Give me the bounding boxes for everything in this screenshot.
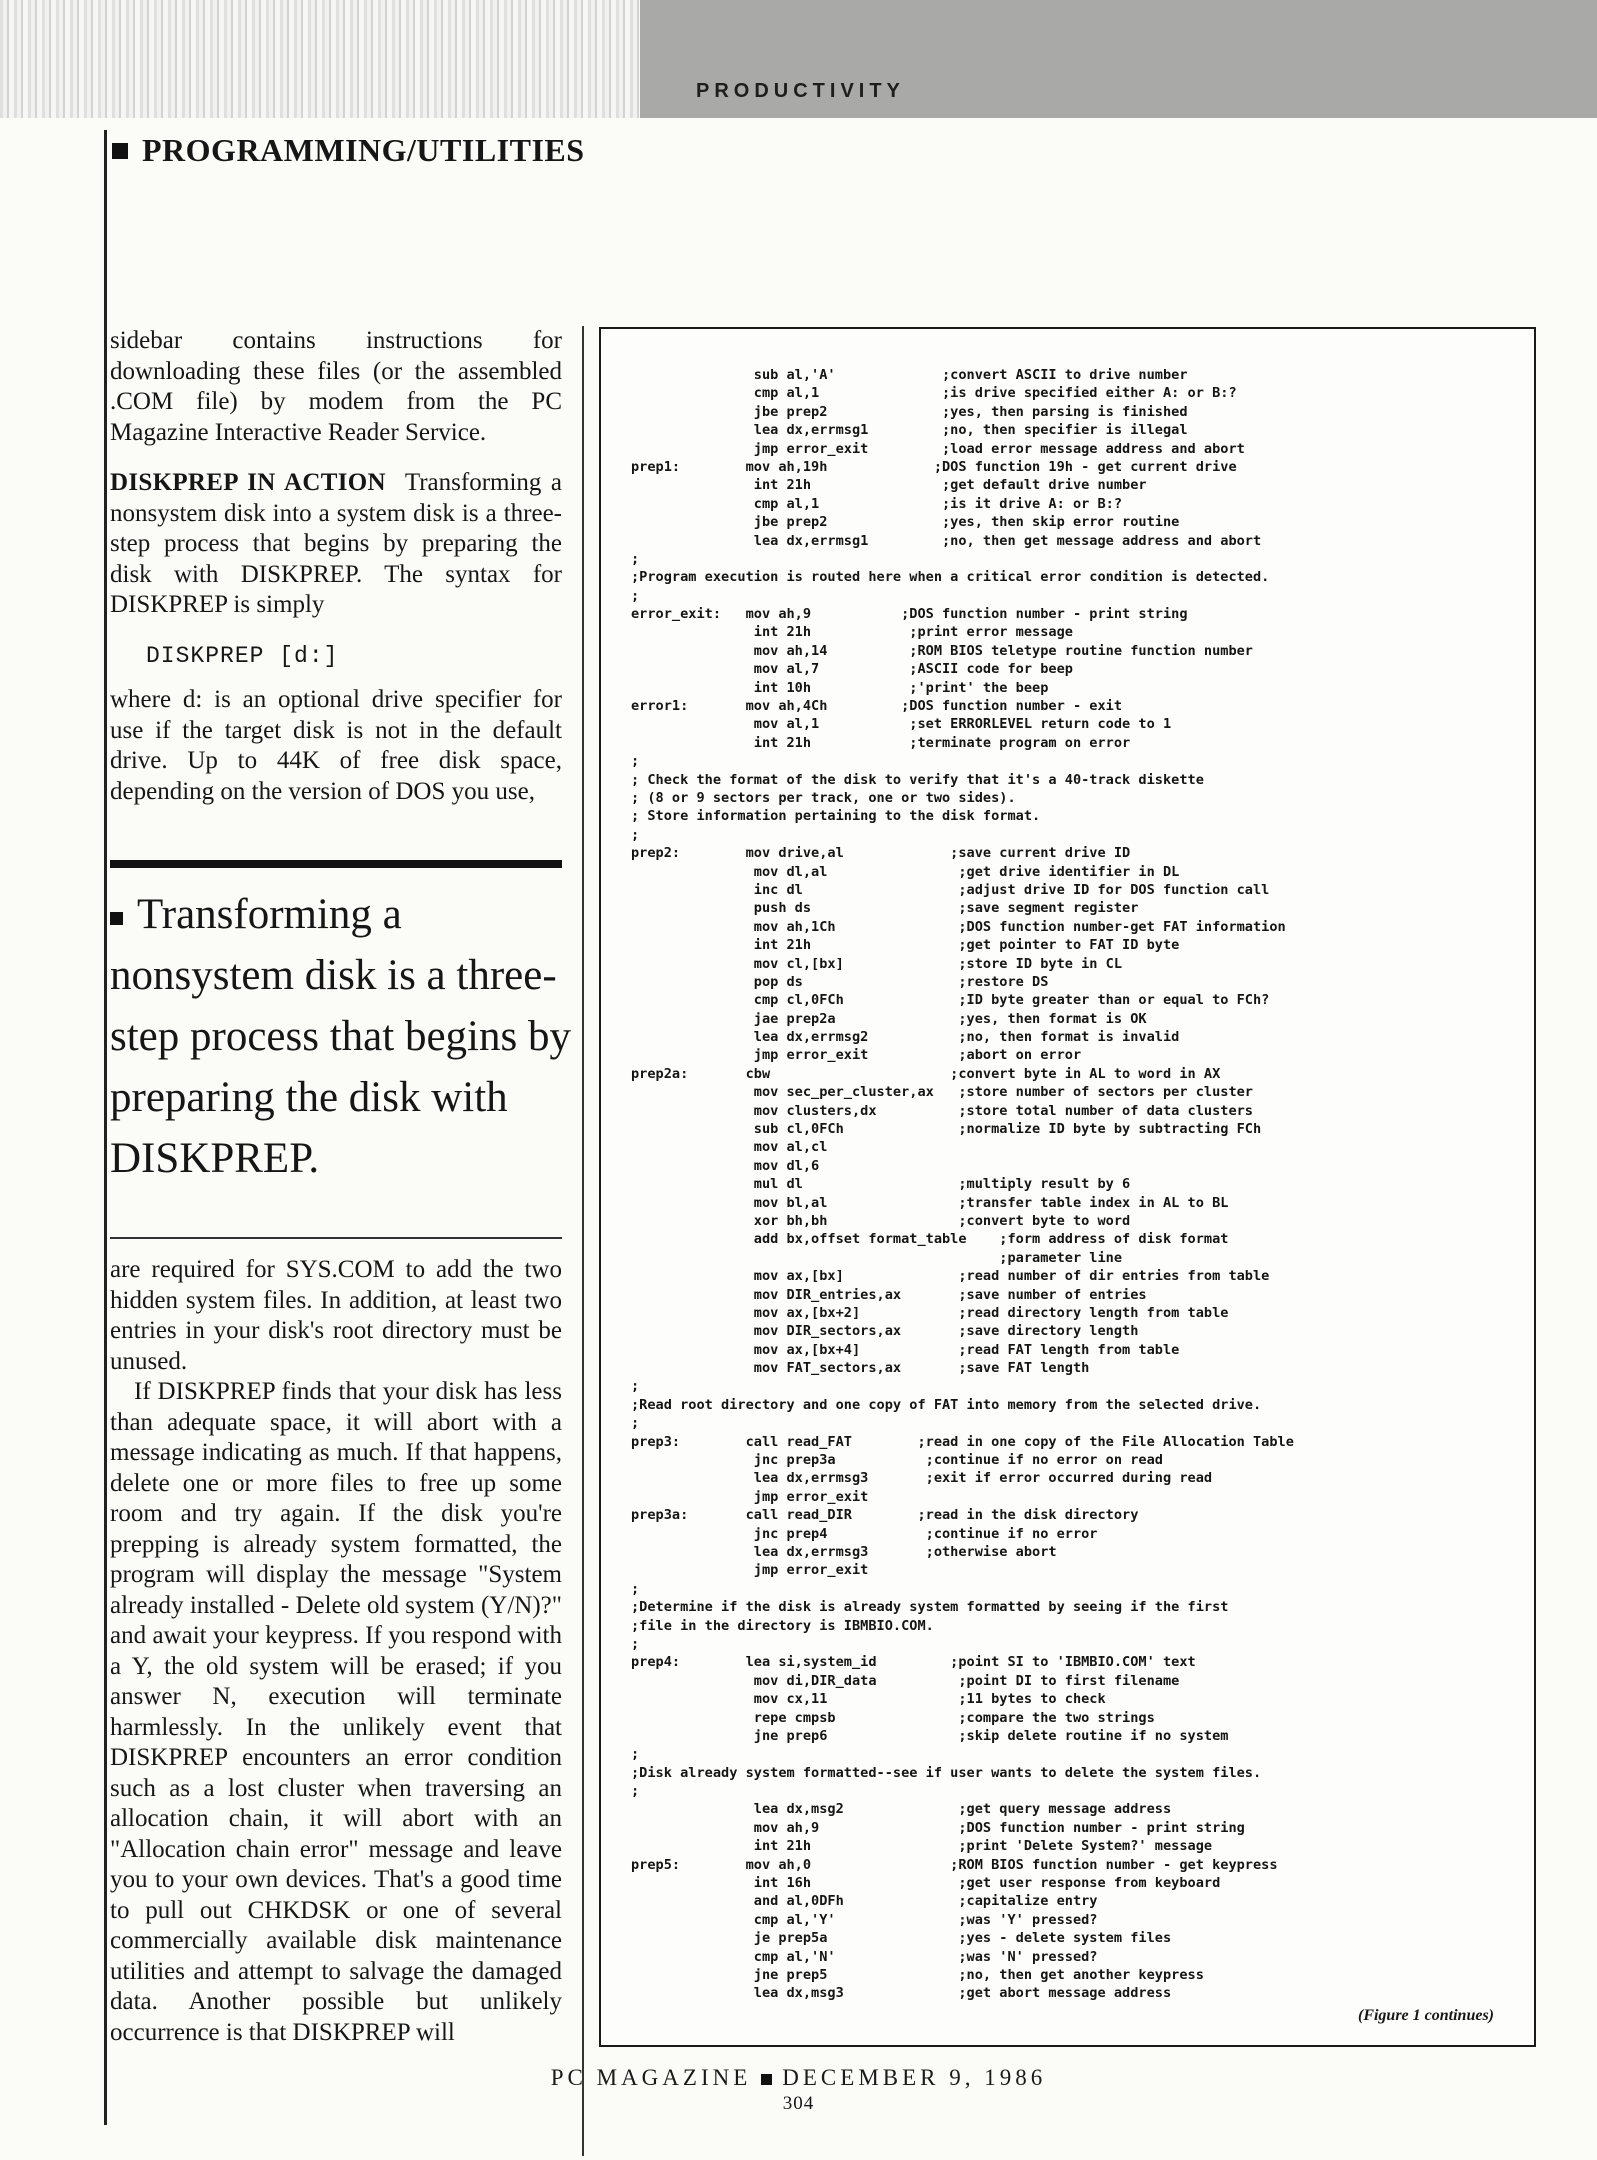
code-line: prep1: mov ah,19h ;DOS function 19h - get current drive bbox=[631, 458, 1237, 475]
code-line: mov dl,6 bbox=[631, 1157, 820, 1174]
code-line: lea dx,msg2 ;get query message address bbox=[631, 1801, 1172, 1818]
code-line: ; Store information pertaining to the disk format. bbox=[631, 808, 1041, 825]
code-line: ; bbox=[631, 753, 640, 770]
code-line: mov DIR_sectors,ax ;save directory length bbox=[631, 1323, 1139, 1340]
code-line: jmp error_exit bbox=[631, 1562, 869, 1579]
code-line: jbe prep2 ;yes, then skip error routine bbox=[631, 514, 1180, 531]
paragraph: are required for SYS.COM to add the two hidden system files. In addition, at least two entries in your disk's root directory must be unused. bbox=[110, 1256, 562, 1375]
column-divider bbox=[582, 326, 584, 2156]
code-line: mov al,1 ;set ERRORLEVEL return code to 1 bbox=[631, 716, 1172, 733]
code-line: ; Check the format of the disk to verify that it's a 40-track diskette bbox=[631, 771, 1204, 788]
code-line: ; bbox=[631, 826, 640, 843]
pull-quote-top-rule bbox=[110, 860, 562, 868]
code-line: repe cmpsb ;compare the two strings bbox=[631, 1709, 1155, 1726]
code-line: ;Program execution is routed here when a critical error condition is detected. bbox=[631, 569, 1270, 586]
code-line: mov al,cl bbox=[631, 1139, 828, 1156]
code-line: mov ax,[bx+2] ;read directory length from table bbox=[631, 1304, 1229, 1321]
issue-date: DECEMBER 9, 1986 bbox=[782, 2065, 1047, 2090]
code-line: ; bbox=[631, 1746, 640, 1763]
bullet-square-icon bbox=[761, 2074, 772, 2085]
code-line: jmp error_exit ;load error message address and abort bbox=[631, 440, 1245, 457]
paragraph-text: Transforming a nonsystem disk into a system disk is a three-step process that begins by preparing the disk with DISKPREP. The syntax for DISKPREP is simply bbox=[110, 469, 563, 618]
code-line: cmp cl,0FCh ;ID byte greater than or equal to FCh? bbox=[631, 992, 1270, 1009]
code-line: jnc prep4 ;continue if no error bbox=[631, 1525, 1098, 1542]
code-line: mov ax,[bx] ;read number of dir entries from table bbox=[631, 1268, 1270, 1285]
category-heading bbox=[112, 132, 585, 169]
code-line: prep2a: cbw ;convert byte in AL to word in AX bbox=[631, 1065, 1221, 1082]
code-line: int 21h ;terminate program on error bbox=[631, 734, 1131, 751]
code-line: jbe prep2 ;yes, then parsing is finished bbox=[631, 403, 1188, 420]
category-title: PROGRAMMING/UTILITIES bbox=[142, 132, 585, 168]
article-column-bottom bbox=[110, 1255, 562, 2048]
code-line: int 16h ;get user response from keyboard bbox=[631, 1875, 1221, 1892]
code-line: prep3a: call read_DIR ;read in the disk directory bbox=[631, 1507, 1139, 1524]
code-line: add bx,offset format_table ;form address of disk format bbox=[631, 1231, 1229, 1248]
page-footer bbox=[0, 2065, 1597, 2091]
code-line: ;Determine if the disk is already system formatted by seeing if the first bbox=[631, 1599, 1229, 1616]
pull-quote-text: Transforming a nonsystem disk is a three-step process that begins by preparing the disk with DISKPREP. bbox=[110, 891, 571, 1182]
bullet-square-icon bbox=[112, 143, 128, 159]
code-line: lea dx,errmsg2 ;no, then format is invalid bbox=[631, 1029, 1180, 1046]
code-line: error1: mov ah,4Ch ;DOS function number - exit bbox=[631, 698, 1123, 715]
code-line: ; bbox=[631, 1783, 640, 1800]
code-line: ;parameter line bbox=[631, 1249, 1123, 1266]
code-line: ; bbox=[631, 1378, 640, 1395]
code-line: lea dx,errmsg3 ;otherwise abort bbox=[631, 1544, 1057, 1560]
code-line: xor bh,bh ;convert byte to word bbox=[631, 1212, 1131, 1229]
code-line: prep3: call read_FAT ;read in one copy of the File Allocation Table bbox=[631, 1433, 1294, 1450]
assembly-code bbox=[631, 366, 1294, 2003]
code-line: prep5: mov ah,0 ;ROM BIOS function number - get keypress bbox=[631, 1856, 1278, 1873]
code-line: ;Read root directory and one copy of FAT into memory from the selected drive. bbox=[631, 1396, 1262, 1413]
code-line: mov ax,[bx+4] ;read FAT length from table bbox=[631, 1341, 1180, 1358]
article-column-top bbox=[110, 326, 562, 827]
run-in-heading: DISKPREP IN ACTION bbox=[110, 469, 386, 496]
paragraph: sidebar contains instructions for downloading these files (or the assembled .COM file) by modem from the PC Magazine Interactive Reader Service. bbox=[110, 327, 562, 446]
code-line: mov sec_per_cluster,ax ;store number of sectors per cluster bbox=[631, 1084, 1253, 1101]
code-line: and al,0DFh ;capitalize entry bbox=[631, 1893, 1098, 1910]
code-line: mov cl,[bx] ;store ID byte in CL bbox=[631, 955, 1123, 972]
code-line: jnc prep3a ;continue if no error on read bbox=[631, 1452, 1163, 1469]
code-line: sub al,'A' ;convert ASCII to drive number bbox=[631, 367, 1188, 383]
paragraph: If DISKPREP finds that your disk has less than adequate space, it will abort with a message indicating as much. If that happens, delete one or more files to free up some room and try again. If the disk you're prepping is already system formatted, the program will display the message "System already installed - Delete old system (Y/N)?" and await your keypress. If you respond with a Y, the old system will be erased; if you answer N, execution will terminate harmlessly. In the unlikely event that DISKPREP encounters an error condition such as a lost cluster when traversing an allocation chain, it will abort with an "Allocation chain error" message and leave you to your own devices. That's a good time to pull out CHKDSK or one of several commercially available disk maintenance utilities and attempt to salvage the damaged data. Another possible but unlikely occurrence is that DISKPREP will bbox=[110, 1378, 562, 2046]
code-line: ; bbox=[631, 1635, 640, 1652]
code-line: mov ah,9 ;DOS function number - print string bbox=[631, 1819, 1245, 1836]
code-line: mov bl,al ;transfer table index in AL to BL bbox=[631, 1194, 1229, 1211]
header-texture bbox=[0, 0, 640, 118]
code-line: mov ah,1Ch ;DOS function number-get FAT information bbox=[631, 918, 1286, 935]
code-line: mov DIR_entries,ax ;save number of entries bbox=[631, 1286, 1147, 1303]
code-line: lea dx,errmsg1 ;no, then get message address and abort bbox=[631, 532, 1262, 549]
code-line: jmp error_exit ;abort on error bbox=[631, 1047, 1082, 1064]
syntax-example: DISKPREP [d:] bbox=[146, 642, 339, 669]
code-line: int 10h ;'print' the beep bbox=[631, 679, 1049, 696]
code-line: prep4: lea si,system_id ;point SI to 'IBMBIO.COM' text bbox=[631, 1654, 1196, 1671]
code-line: int 21h ;get default drive number bbox=[631, 477, 1147, 494]
code-line: ; bbox=[631, 1415, 640, 1432]
code-line: jne prep6 ;skip delete routine if no system bbox=[631, 1727, 1229, 1744]
code-line: error_exit: mov ah,9 ;DOS function number - print string bbox=[631, 606, 1188, 623]
code-line: mov FAT_sectors,ax ;save FAT length bbox=[631, 1360, 1090, 1377]
code-line: mov dl,al ;get drive identifier in DL bbox=[631, 863, 1180, 880]
code-line: cmp al,'Y' ;was 'Y' pressed? bbox=[631, 1911, 1098, 1928]
code-line: push ds ;save segment register bbox=[631, 900, 1139, 917]
code-line: int 21h ;print 'Delete System?' message bbox=[631, 1838, 1213, 1855]
code-line: mov clusters,dx ;store total number of data clusters bbox=[631, 1102, 1253, 1119]
code-line: int 21h ;print error message bbox=[631, 624, 1073, 641]
code-line: lea dx,errmsg3 ;exit if error occurred during read bbox=[631, 1470, 1213, 1487]
code-line: mul dl ;multiply result by 6 bbox=[631, 1176, 1131, 1193]
page-number: 304 bbox=[782, 2093, 815, 2114]
paragraph: where d: is an optional drive specifier for use if the target disk is not in the default drive. Up to 44K of free disk space, depending on the version of DOS you use, bbox=[110, 686, 562, 805]
code-line: int 21h ;get pointer to FAT ID byte bbox=[631, 937, 1180, 954]
code-line: je prep5a ;yes - delete system files bbox=[631, 1930, 1172, 1947]
code-line: sub cl,0FCh ;normalize ID byte by subtracting FCh bbox=[631, 1121, 1262, 1138]
magazine-name: PC MAGAZINE bbox=[550, 2065, 752, 2090]
bullet-square-icon bbox=[110, 912, 123, 925]
paragraph bbox=[110, 468, 562, 621]
code-line: cmp al,'N' ;was 'N' pressed? bbox=[631, 1948, 1098, 1965]
code-line: jmp error_exit bbox=[631, 1488, 869, 1505]
code-line: mov al,7 ;ASCII code for beep bbox=[631, 661, 1073, 678]
code-line: ; bbox=[631, 587, 640, 604]
code-line: lea dx,msg3 ;get abort message address bbox=[631, 1985, 1172, 2002]
code-line: mov di,DIR_data ;point DI to first filename bbox=[631, 1672, 1180, 1689]
code-line: inc dl ;adjust drive ID for DOS function call bbox=[631, 881, 1270, 898]
code-line: ;Disk already system formatted--see if user wants to delete the system files. bbox=[631, 1764, 1262, 1781]
figure-caption: (Figure 1 continues) bbox=[1357, 2007, 1494, 2024]
pull-quote bbox=[110, 884, 580, 1189]
code-line: prep2: mov drive,al ;save current drive ID bbox=[631, 845, 1131, 862]
pull-quote-bottom-rule bbox=[110, 1237, 562, 1239]
code-line: ; bbox=[631, 1580, 640, 1597]
left-margin-rule bbox=[104, 130, 107, 2125]
code-line: cmp al,1 ;is it drive A: or B:? bbox=[631, 495, 1123, 512]
code-listing-figure bbox=[599, 327, 1536, 2047]
code-line: cmp al,1 ;is drive specified either A: or B:? bbox=[631, 385, 1237, 402]
code-line: jae prep2a ;yes, then format is OK bbox=[631, 1010, 1147, 1027]
code-line: jne prep5 ;no, then get another keypress bbox=[631, 1966, 1204, 1983]
code-line: ; (8 or 9 sectors per track, one or two sides). bbox=[631, 789, 1016, 806]
code-line: ;file in the directory is IBMBIO.COM. bbox=[631, 1617, 934, 1634]
code-line: mov cx,11 ;11 bytes to check bbox=[631, 1691, 1106, 1708]
code-line: ; bbox=[631, 550, 640, 567]
code-line: pop ds ;restore DS bbox=[631, 973, 1049, 990]
code-line: lea dx,errmsg1 ;no, then specifier is illegal bbox=[631, 422, 1188, 439]
code-line: mov ah,14 ;ROM BIOS teletype routine function number bbox=[631, 642, 1253, 659]
section-label: PRODUCTIVITY bbox=[696, 80, 905, 102]
